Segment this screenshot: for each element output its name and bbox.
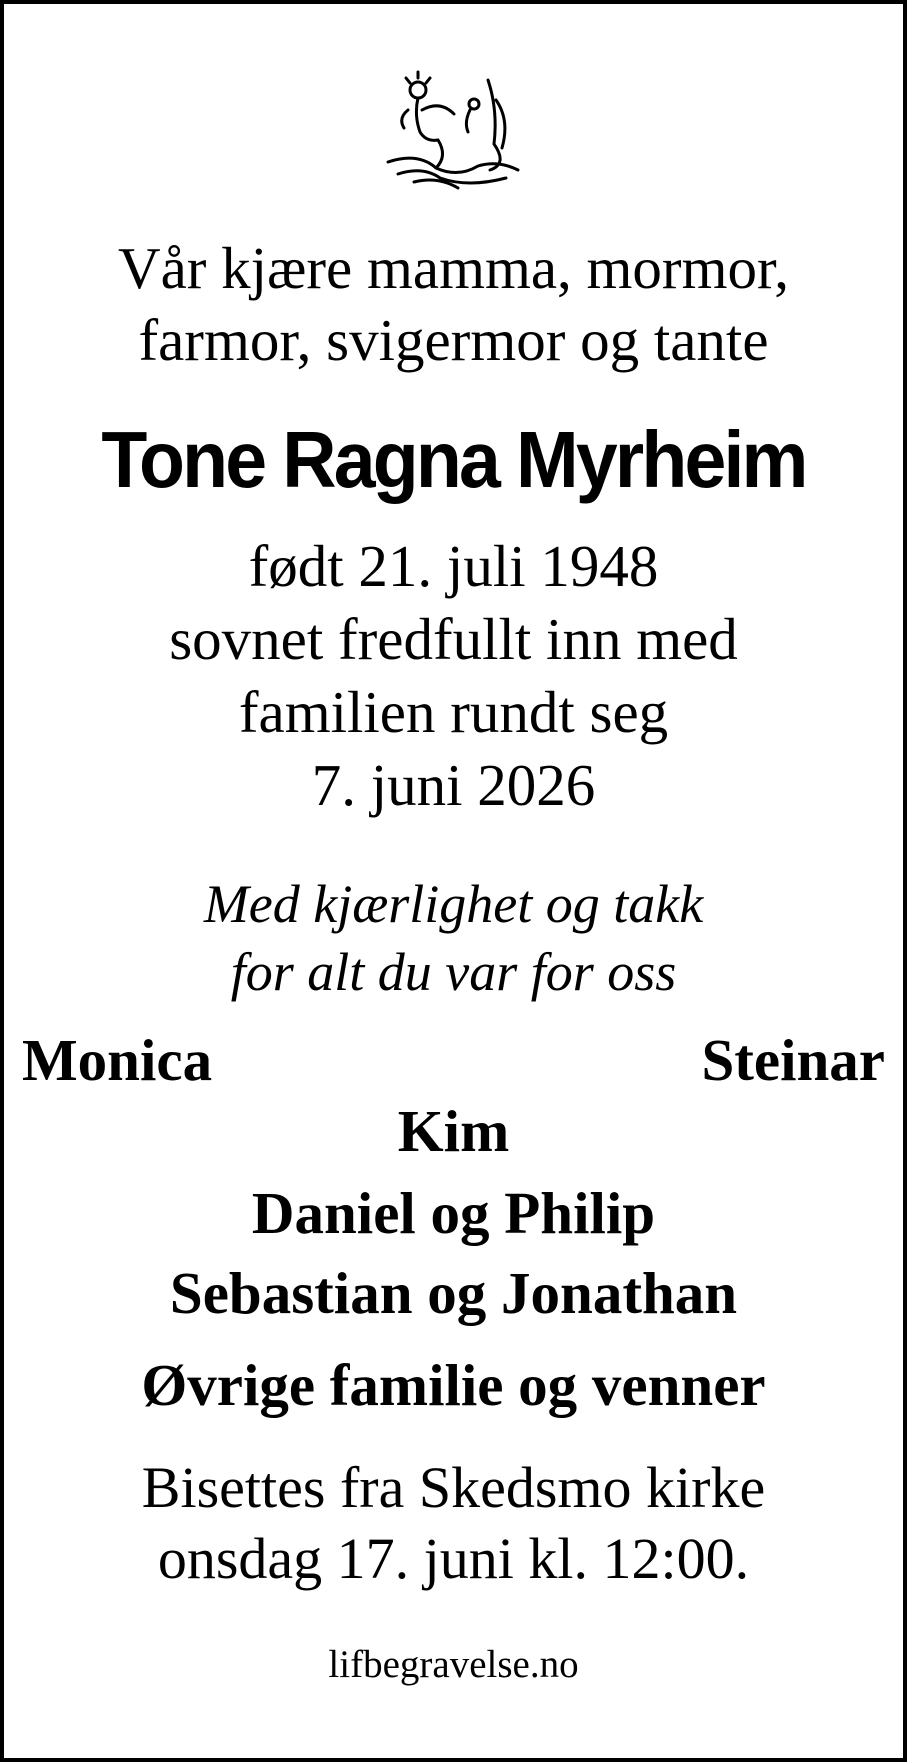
death-date: 7. juni 2026 xyxy=(311,752,596,818)
ceremony-details xyxy=(0,1452,907,1594)
intro-line-2: farmor, svigermor og tante xyxy=(138,307,769,373)
mourner-others: Øvrige familie og venner xyxy=(141,1352,766,1418)
mourner-daniel-philip: Daniel og Philip xyxy=(251,1180,656,1246)
mourner-steinar: Steinar xyxy=(701,1027,885,1093)
passing-line-2: familien rundt seg xyxy=(238,679,669,745)
intro-line-1: Vår kjære mamma, mormor, xyxy=(117,235,790,301)
ceremony-time: onsdag 17. juni kl. 12:00. xyxy=(157,1526,750,1591)
passing-line-1: sovnet fredfullt inn med xyxy=(169,606,738,672)
birth-date: født 21. juli 1948 xyxy=(248,533,659,599)
ceremony-location: Bisettes fra Skedsmo kirke xyxy=(141,1455,766,1520)
mourner-kim: Kim xyxy=(397,1098,510,1164)
intro-text xyxy=(0,232,907,376)
mourner-sebastian-jonathan: Sebastian og Jonathan xyxy=(169,1260,738,1326)
angel-with-child-icon xyxy=(378,70,528,210)
mourner-monica: Monica xyxy=(22,1027,213,1093)
quote-line-1: Med kjærlighet og takk xyxy=(203,874,704,934)
funeral-home-website: lifbegravelse.no xyxy=(328,1643,579,1686)
memorial-quote xyxy=(0,870,907,1006)
life-dates xyxy=(0,530,907,822)
quote-line-2: for alt du var for oss xyxy=(230,942,677,1002)
deceased-name: Tone Ragna Myrheim xyxy=(101,415,806,504)
